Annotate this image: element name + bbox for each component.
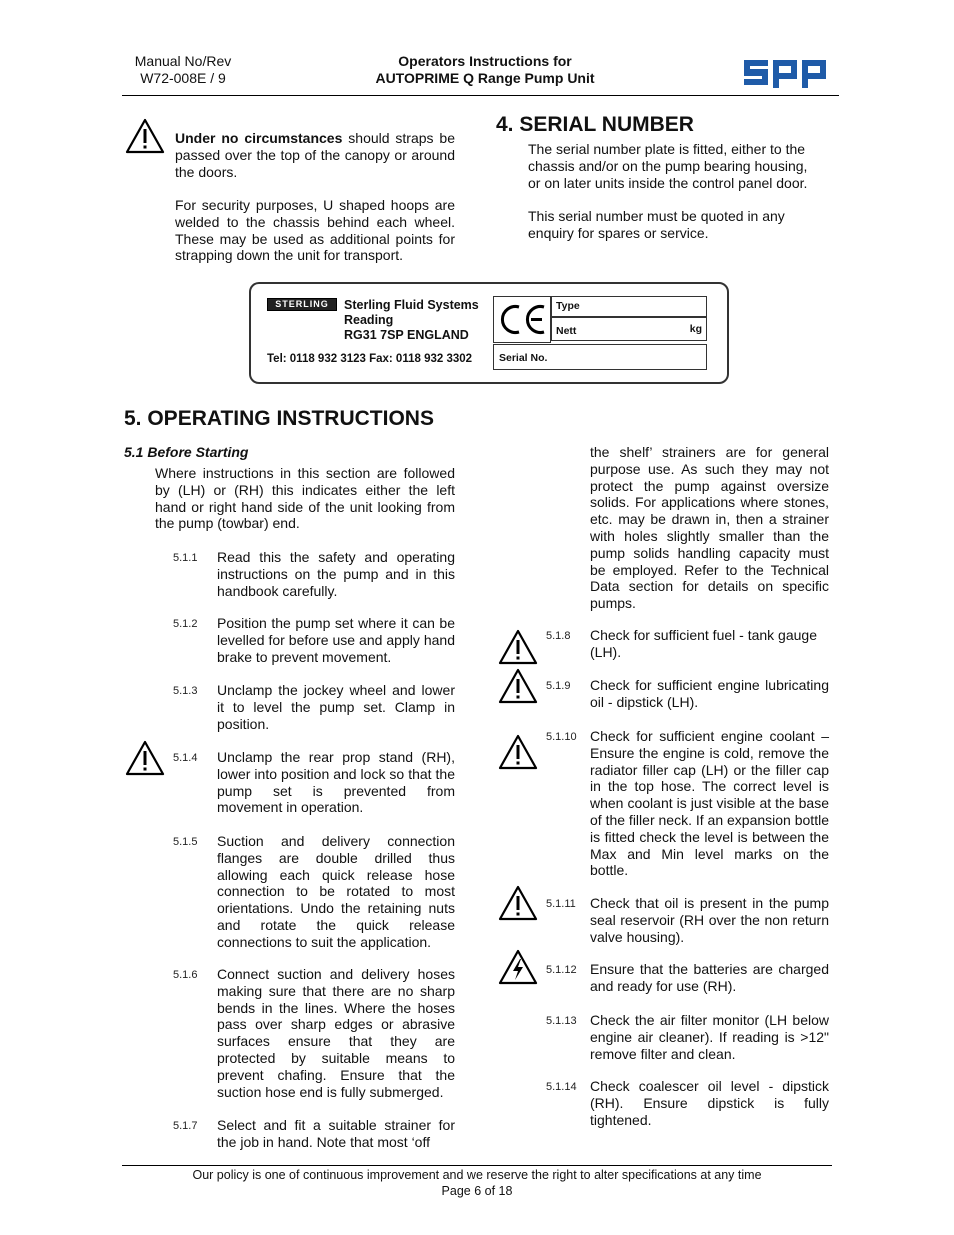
manual-label: Manual No/Rev [134,53,232,69]
step-text: Position the pump set where it can be levelled for before use and apply hand brake to prevent movement. [217,615,455,665]
step-text: Ensure that the batteries are charged and ready for use (RH). [590,961,829,994]
serial-plate [249,282,729,384]
spp-logo [744,58,828,95]
page-number: Page 6 of 18 [441,1183,513,1198]
step-text: Unclamp the jockey wheel and lower it to level the pump set. Clamp in position. [217,682,455,732]
header-rule [122,95,839,96]
step-text: Unclamp the rear prop stand (RH), lower into position and lock so that the pump set is prevented from movement in operation. [217,749,455,816]
plate-postcode: RG31 7SP ENGLAND [344,328,469,342]
warning-triangle-icon [125,740,165,776]
plate-nett-label: Nett [556,325,577,337]
step-text: Check for sufficient engine coolant – Ensure the engine is cold, remove the radiator filler cap (LH) or the filler cap in the top hose. The correct level is when coolant is just visible at the base of the filler neck. If an expansion bottle is fitted check the level is between the Max and Min level marks on the bottle. [590,728,829,879]
step-text: Check the air filter monitor (LH below engine air cleaner). If reading is >12" remove filter and clean. [590,1012,829,1062]
warning-triangle-icon [498,668,538,704]
ce-mark-box [493,296,551,343]
step-text: Check for sufficient engine lubricating oil - dipstick (LH). [590,677,829,710]
step-text: Connect suction and delivery hoses making sure that there are no sharp bends in the lines. Where the hoses pass over sharp edges or abrasive surfaces ensure that they are protected by suitable means to prevent chafing. Ensure that the suction hose end is fully submerged. [217,966,455,1100]
footer-rule [122,1165,832,1166]
plate-company: Sterling Fluid Systems [344,298,479,312]
step-number: 5.1.11 [546,898,576,910]
straps-warning [175,130,455,180]
plate-town: Reading [344,313,394,327]
title-line-1: Operators Instructions for [398,53,572,69]
plate-kg-label: kg [689,323,702,335]
document-title [300,53,670,87]
step-number: 5.1.13 [546,1015,577,1027]
step-number: 5.1.4 [173,752,198,764]
step-text-continued: the shelf’ strainers are for general purpose use. As such they may not protect the pump against oversize solids. For applications where stones, etc. may be drawn in, then a strainer with holes slightly smaller than the pump solids handling capacity must be employed. Refer to the Technical Data section for details on specific pumps. [590,444,829,612]
warning-triangle-icon [498,629,538,665]
step-text: Select and fit a suitable strainer for the job in hand. Note that most ‘off [217,1117,455,1150]
plate-type-field [551,296,707,317]
step-text: Suction and delivery connection flanges are double drilled thus allowing each quick release hose connection to be rotated to most orientations. Undo the retaining nuts and rotate the quick release connections to suit the application. [217,833,455,950]
before-starting-heading: 5.1 Before Starting [124,444,249,460]
step-number: 5.1.9 [546,680,571,692]
ce-mark-icon [494,297,550,342]
step-number: 5.1.1 [173,552,198,564]
step-text: Check that oil is present in the pump seal reservoir (RH over the non return valve housing). [590,895,829,945]
operating-instructions-heading: 5. OPERATING INSTRUCTIONS [124,407,434,430]
plate-serial-field [493,344,707,370]
serial-number-heading: 4. SERIAL NUMBER [496,113,694,136]
manual-number-block [118,53,248,87]
step-number: 5.1.10 [546,731,577,743]
plate-phone: Tel: 0118 932 3123 Fax: 0118 932 3302 [267,353,473,365]
step-text: Check coalescer oil level - dipstick (RH). Ensure dipstick is fully tightened. [590,1078,829,1128]
plate-type-label: Type [556,300,580,312]
step-text: Read this the safety and operating instructions on the pump and in this handbook carefully. [217,549,455,599]
warning-triangle-icon [498,734,538,770]
straps-warning-lead: Under no circumstances [175,130,343,146]
step-number: 5.1.2 [173,618,198,630]
security-hoops-text: For security purposes, U shaped hoops are welded to the chassis behind each wheel. These may be used as additional points for strapping down the unit for transport. [175,197,455,264]
step-number: 5.1.5 [173,836,198,848]
title-line-2: AUTOPRIME Q Range Pump Unit [375,70,595,86]
warning-triangle-icon [125,118,165,154]
manual-number: W72-008E / 9 [140,70,226,86]
step-number: 5.1.8 [546,630,571,642]
step-number: 5.1.14 [546,1081,577,1093]
step-number: 5.1.7 [173,1120,198,1132]
electrical-hazard-icon [498,949,538,985]
warning-triangle-icon [498,885,538,921]
operating-intro: Where instructions in this section are followed by (LH) or (RH) this indicates either the left hand or right hand side of the unit looking from the pump (towbar) end. [155,465,455,532]
plate-serial-label: Serial No. [499,352,548,364]
straps-warning-text: should straps be passed over the top of the canopy or around the doors. [175,130,456,180]
sterling-brand-badge: STERLING [267,298,337,311]
step-number: 5.1.12 [546,964,577,976]
serial-number-para-2: This serial number must be quoted in any enquiry for spares or service. [528,208,785,241]
step-number: 5.1.6 [173,969,198,981]
step-number: 5.1.3 [173,685,198,697]
step-text: Check for sufficient fuel - tank gauge (LH). [590,627,817,660]
footer-policy: Our policy is one of continuous improvement and we reserve the right to alter specifications at any time [192,1168,762,1182]
page-footer [122,1168,832,1199]
plate-nett-field [551,317,707,341]
serial-number-para-1: The serial number plate is fitted, either to the chassis and/or on the pump bearing housing, or on later units inside the control panel door. [528,141,808,191]
